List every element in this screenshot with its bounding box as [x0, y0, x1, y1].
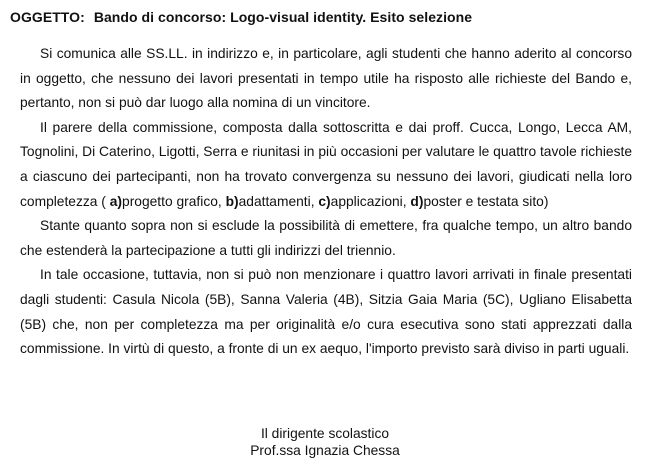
item-c-letter: c)	[318, 193, 331, 209]
item-b-text: adattamenti,	[238, 193, 319, 209]
paragraph-future-call: Stante quanto sopra non si esclude la possibilità di emettere, fra qualche tempo, un altro bando che estenderà la partecipazione a tutti gli indirizzi del triennio.	[20, 218, 632, 258]
signature-role: Il dirigente scolastico	[260, 426, 390, 441]
item-c-text: applicazioni,	[330, 193, 411, 209]
subject-lead: OGGETTO:	[10, 9, 85, 25]
subject-line	[10, 9, 472, 25]
item-d-text: poster e testata sito)	[423, 193, 549, 209]
paragraph-announcement: Si comunica alle SS.LL. in indirizzo e, in particolare, agli studenti che hanno aderito al concorso in oggetto, che nessuno dei lavori presentati in tempo utile ha risposto alle richieste del Bando e, pertanto, non si può dar luogo alla nomina di un vincitore.	[20, 46, 632, 111]
item-d-letter: d)	[410, 193, 424, 209]
commission-text: Il parere della commissione, composta dalla sottoscritta e dai proff. Cucca, Longo, Lecca AM, Tognolini, Di Caterino, Ligotti, Serra e riunitasi in più occasioni per valutare le quattro tavole richieste a ciascuno dei partecipanti, non ha trovato convergenza su nessuno dei lavori, giudicati nella loro completezza (	[20, 119, 632, 209]
item-a-letter: a)	[109, 193, 123, 209]
paragraph-commission	[20, 116, 632, 214]
subject-text: Bando di concorso: Logo-visual identity. Esito selezione	[93, 9, 473, 25]
item-b-letter: b)	[225, 193, 239, 209]
signature-name: Prof.ssa Ignazia Chessa	[250, 443, 400, 458]
paragraph-finalists: In tale occasione, tuttavia, non si può non menzionare i quattro lavori arrivati in finale presentati dagli studenti: Casula Nicola (5B), Sanna Valeria (4B), Sitzia Gaia Maria (5C), Ugliano Elisabetta (5B) che, non per completezza ma per originalità e/o cura esecutiva sono stati apprezzati dalla commissione. In virtù di questo, a fronte di un ex aequo, l'importo previsto sarà diviso in parti uguali.	[20, 267, 632, 357]
item-a-text: progetto grafico,	[122, 193, 226, 209]
letter-body	[20, 42, 632, 362]
